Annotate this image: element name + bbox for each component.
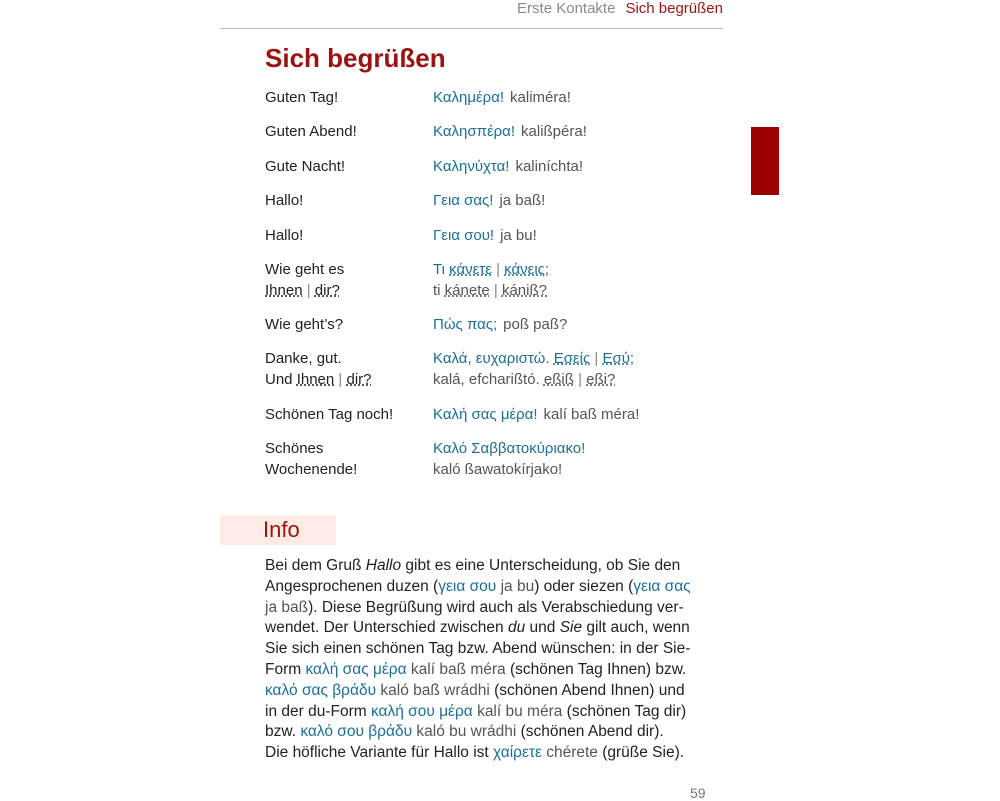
transcription-term: ja bu — [500, 577, 535, 595]
greek-term: γεια σας — [633, 577, 691, 595]
transcription-word: kalá, efcharißtó. — [433, 371, 540, 388]
informal-variant: dir? — [346, 371, 372, 388]
info-line: Angesprochenen duzen (γεια σου ja bu) oder siezen (γεια σας — [265, 577, 691, 595]
phrase-greek-block — [433, 314, 733, 335]
transcription-term: chérete — [546, 744, 598, 762]
phrase-greek-block — [433, 156, 733, 177]
breadcrumb — [517, 0, 723, 18]
formal-variant: eßiß — [543, 371, 574, 388]
info-line: ja baß). Diese Begrüßung wird auch als Verabschiedung ver- — [265, 598, 684, 616]
info-line: wendet. Der Unterschied zwischen du und Sie gilt auch, wenn — [265, 619, 690, 637]
variant-separator: | — [493, 282, 498, 299]
phrase-transcription: kalí baß méra! — [543, 406, 640, 423]
phrase-greek-block — [433, 121, 733, 142]
phrase-german-line: Wie geht es — [265, 261, 345, 278]
phrase-greek-block — [433, 190, 733, 211]
running-header — [220, 0, 723, 29]
phrase-row — [265, 438, 725, 480]
informal-variant: kániß? — [501, 282, 547, 299]
phrase-transcription: kaló ßawatokírjako! — [433, 461, 563, 478]
breadcrumb-section: Erste Kontakte — [517, 0, 616, 17]
greek-term: γεια σου — [438, 577, 497, 595]
formal-variant: Εσείς — [553, 350, 591, 367]
informal-variant: Εσύ; — [602, 350, 635, 367]
informal-variant: eßi? — [586, 371, 616, 388]
phrase-transcription: kalißpéra! — [521, 123, 587, 140]
phrase-german: Wie geht’s? — [265, 316, 344, 333]
phrase-german-line: Wochenende! — [265, 461, 358, 478]
formal-variant: Ihnen — [296, 371, 335, 388]
phrase-greek: Καληνύχτα! — [433, 158, 510, 175]
phrase-german: Hallo! — [265, 227, 304, 244]
greek-word: Τι — [433, 261, 445, 278]
informal-variant: κάνεις; — [504, 261, 550, 278]
phrase-german: Schönen Tag noch! — [265, 406, 394, 423]
greek-word: Καλά, ευχαριστώ. — [433, 350, 550, 367]
greek-term: καλό σας βράδυ — [265, 681, 377, 699]
phrase-transcription — [433, 280, 733, 301]
info-line: Form καλή σας μέρα kalí baß méra (schönen Tag Ihnen) bzw. — [265, 660, 687, 678]
informal-variant: dir? — [314, 282, 340, 299]
phrase-greek: Καλημέρα! — [433, 89, 505, 106]
transcription-word: ti — [433, 282, 441, 299]
greek-term: χαίρετε — [493, 744, 542, 762]
phrase-german: Gute Nacht! — [265, 158, 346, 175]
phrase-row — [265, 259, 725, 301]
german-word: Und — [265, 371, 293, 388]
info-line: Sie sich einen schönen Tag bzw. Abend wünschen: in der Sie- — [265, 640, 691, 658]
phrase-transcription: ja baß! — [499, 192, 546, 209]
phrase-greek-block — [433, 225, 733, 246]
transcription-term: kalí baß méra — [410, 660, 506, 678]
phrase-greek — [433, 348, 733, 369]
variant-separator: | — [578, 371, 582, 388]
phrase-german-line: Schönes — [265, 440, 324, 457]
formal-variant: kánete — [444, 282, 490, 299]
phrase-row — [265, 348, 725, 390]
transcription-term: kaló bu wrádhi — [416, 723, 517, 741]
phrase-german — [265, 348, 425, 390]
phrase-greek-block — [433, 404, 733, 425]
phrase-greek-block — [433, 259, 733, 301]
phrase-transcription: kaliméra! — [510, 89, 571, 106]
info-line: καλό σας βράδυ kaló baß wrádhi (schönen Abend Ihnen) und — [265, 681, 685, 699]
transcription-term: kaló baß wrádhi — [380, 681, 490, 699]
phrase-greek-block — [433, 87, 733, 108]
phrase-german-line: Danke, gut. — [265, 350, 342, 367]
breadcrumb-current: Sich begrüßen — [625, 0, 723, 17]
phrase-transcription: kaliníchta! — [515, 158, 584, 175]
variant-separator: | — [594, 350, 599, 367]
phrase-german: Guten Abend! — [265, 123, 357, 140]
phrase-greek: Καλή σας μέρα! — [433, 406, 538, 423]
phrase-german: Hallo! — [265, 192, 304, 209]
formal-variant: κάνετε — [449, 261, 492, 278]
transcription-term: kalí bu méra — [477, 702, 563, 720]
phrase-greek: Γεια σας! — [433, 192, 494, 209]
page-title: Sich begrüßen — [265, 43, 446, 73]
phrase-greek-block — [433, 348, 733, 390]
chapter-tab-marker — [751, 127, 779, 195]
phrase-transcription: poß paß? — [503, 316, 568, 333]
phrase-greek — [433, 259, 733, 280]
greek-term: καλή σου μέρα — [370, 702, 473, 720]
phrase-greek: Καλησπέρα! — [433, 123, 516, 140]
page-number: 59 — [690, 785, 706, 801]
phrase-german — [265, 438, 425, 480]
variant-separator: | — [306, 282, 311, 299]
info-line: Die höfliche Variante für Hallo ist χαίρετε chérete (grüße Sie). — [265, 744, 685, 762]
phrase-german-line — [265, 280, 425, 301]
greek-term: καλό σου βράδυ — [300, 723, 413, 741]
phrase-german — [265, 259, 425, 301]
phrase-german: Guten Tag! — [265, 89, 339, 106]
info-title: Info — [263, 517, 300, 542]
phrase-greek: Καλό Σαββατοκύριακο! — [433, 440, 586, 457]
info-line: Bei dem Gruß Hallo gibt es eine Unterscheidung, ob Sie den — [265, 557, 681, 574]
phrase-greek: Πώς πας; — [433, 316, 498, 333]
info-line: bzw. καλό σου βράδυ kaló bu wrádhi (schönen Abend dir). — [265, 723, 664, 741]
greek-term: καλή σας μέρα — [305, 660, 407, 678]
formal-variant: Ihnen — [265, 282, 303, 299]
phrase-transcription — [433, 369, 733, 390]
info-paragraph — [265, 556, 725, 764]
phrase-greek: Γεια σου! — [433, 227, 495, 244]
phrase-german-line — [265, 369, 425, 390]
variant-separator: | — [496, 261, 500, 278]
variant-separator: | — [338, 371, 343, 388]
info-line: in der du-Form καλή σου μέρα kalí bu méra (schönen Tag dir) — [265, 702, 687, 720]
transcription-term: ja baß — [265, 598, 309, 616]
phrase-transcription: ja bu! — [500, 227, 537, 244]
phrase-greek-block — [433, 438, 733, 480]
